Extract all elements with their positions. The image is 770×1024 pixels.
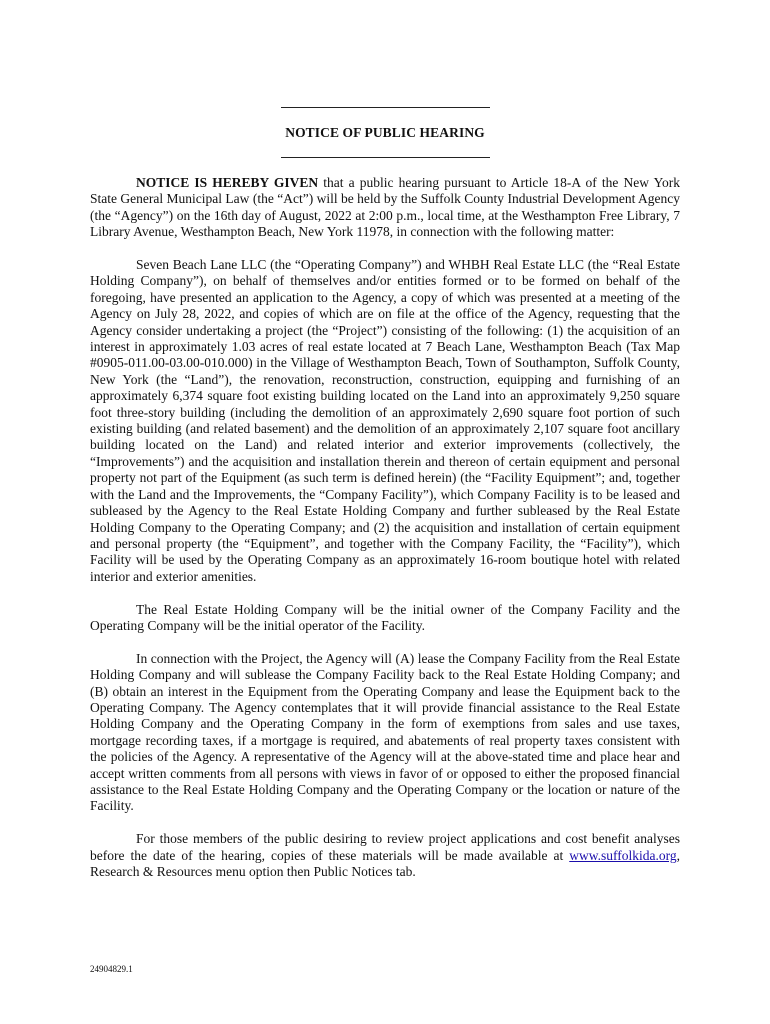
review-text-after: , Research & Resources menu option then Public Notices tab.: [90, 847, 680, 879]
paragraph-public-review: [90, 831, 680, 880]
notice-lead-text: NOTICE IS HEREBY GIVEN: [136, 175, 319, 190]
document-id-footer: 24904829.1: [90, 964, 133, 974]
notice-paragraph-text: that a public hearing pursuant to Article 18-A of the New York State General Municipal Law (the “Act”) will be held by the Suffolk County Industrial Development Agency (the “Agency”) on the 16th day of August, 2022 at 2:00 p.m., local time, at the Westhampton Free Library, 7 Library Avenue, Westhampton Beach, New York 11978, in connection with the following matter:: [90, 175, 680, 240]
paragraph-financial-assistance: In connection with the Project, the Agency will (A) lease the Company Facility from the Real Estate Holding Company and will sublease the Company Facility back to the Real Estate Holding Company; and (B) obtain an interest in the Equipment from the Operating Company and lease the Equipment back to the Operating Company. The Agency contemplates that it will provide financial assistance to the Real Estate Holding Company and the Operating Company in the form of exemptions from sales and use taxes, mortgage recording taxes, if a mortgage is required, and abatements of real property taxes consistent with the policies of the Agency. A representative of the Agency will at the above-stated time and place hear and accept written comments from all persons with views in favor of or opposed to either the proposed financial assistance to the Real Estate Holding Company and the Operating Company or the location or nature of the Facility.: [90, 650, 680, 814]
notice-heading: NOTICE OF PUBLIC HEARING: [285, 125, 485, 140]
review-text-before: For those members of the public desiring to review project applications and cost benefit analyses before the date of the hearing, copies of these materials will be made available at: [90, 831, 680, 863]
notice-body: [90, 175, 680, 897]
bottom-divider-line: [281, 157, 490, 158]
top-divider-line: [281, 107, 490, 108]
suffolkida-link[interactable]: www.suffolkida.org: [569, 847, 677, 863]
paragraph-project-description: Seven Beach Lane LLC (the “Operating Company”) and WHBH Real Estate LLC (the “Real Estate Holding Company”), on behalf of themselves and/or entities formed or to be formed on behalf of the foregoing, have presented an application to the Agency, a copy of which was presented at a meeting of the Agency on July 28, 2022, and copies of which are on file at the office of the Agency, requesting that the Agency consider undertaking a project (the “Project”) consisting of the following: (1) the acquisition of an interest in approximately 1.03 acres of real estate located at 7 Beach Lane, Westhampton Beach (Tax Map #0905-011.00-03.00-010.000) in the Village of Westhampton Beach, Town of Southampton, Suffolk County, New York (the “Land”), the renovation, reconstruction, construction, equipping and furnishing of an approximately 6,374 square foot existing building located on the Land into an approximately 9,250 square foot three-story building (including the demolition of an approximately 2,690 square foot portion of such existing building (and related basement) and the demolition of an approximately 2,107 square foot ancillary building located on the Land) and related interior and exterior improvements (collectively, the “Improvements”) and the acquisition and installation therein and thereon of certain equipment and personal property not part of the Equipment (as such term is defined herein) (the “Facility Equipment”; and, together with the Land and the Improvements, the “Company Facility”), which Company Facility is to be leased and subleased by the Agency to the Real Estate Holding Company and further subleased by the Real Estate Holding Company to the Operating Company; and (2) the acquisition and installation of certain equipment and personal property (the “Equipment”, and together with the Company Facility, the “Facility”), which Facility will be used by the Operating Company as an approximately 16-room boutique hotel with related interior and exterior amenities.: [90, 257, 680, 584]
paragraph-ownership: The Real Estate Holding Company will be the initial owner of the Company Facility and the Operating Company will be the initial operator of the Facility.: [90, 601, 680, 633]
paragraph-hearing-notice: [90, 175, 680, 241]
